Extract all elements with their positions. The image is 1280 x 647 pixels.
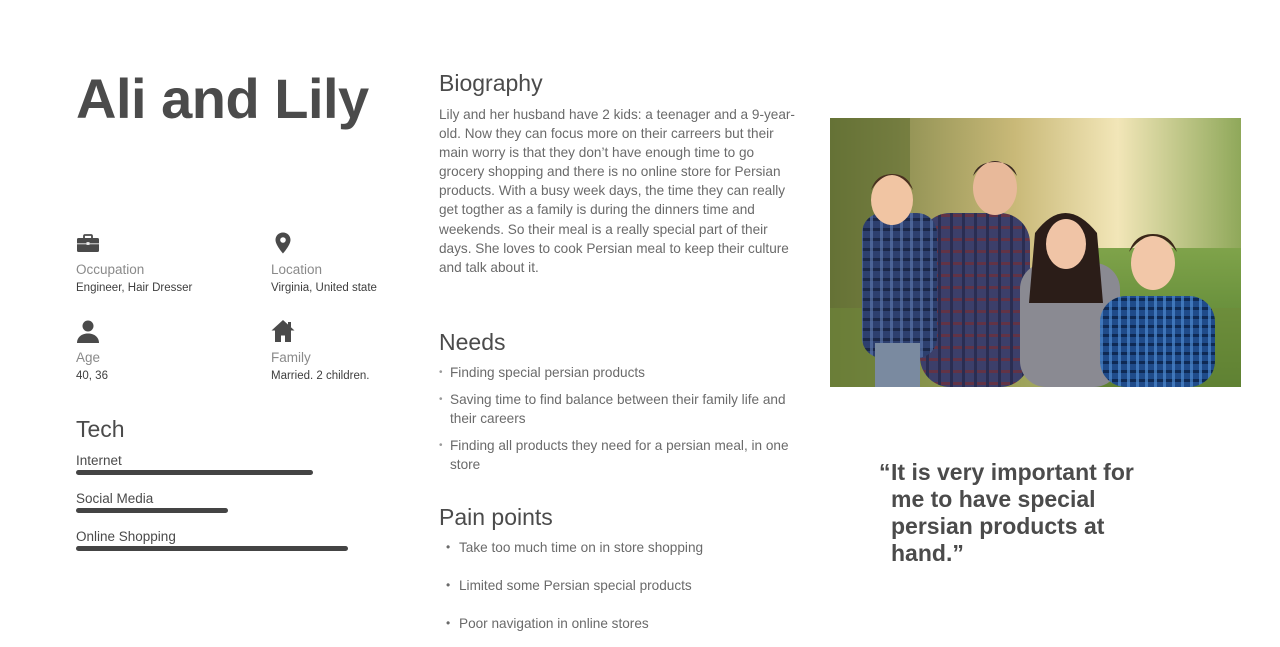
needs-list [439, 363, 799, 482]
tech-title: Tech [76, 416, 125, 442]
quote-text: It is very important for me to have special persian products at hand.” [891, 459, 1134, 566]
list-item: • Poor navigation in online stores [446, 614, 703, 647]
occupation-value: Engineer, Hair Dresser [76, 282, 193, 294]
tech-label: Online Shopping [76, 529, 176, 544]
age-label: Age [76, 350, 101, 365]
list-item: • Finding special persian products [439, 363, 799, 383]
tech-bar-online-shopping [76, 546, 348, 551]
occupation-label: Occupation [76, 262, 145, 277]
location-label: Location [271, 262, 323, 277]
list-item: • Limited some Persian special products [446, 576, 703, 614]
tech-bar-internet [76, 470, 348, 475]
family-value: Married. 2 children. [271, 370, 370, 382]
list-item: • Take too much time on in store shopping [446, 538, 703, 576]
quote-mark: “ [879, 459, 891, 485]
home-icon [271, 319, 295, 343]
tech-label: Social Media [76, 491, 154, 506]
person-icon [76, 319, 100, 343]
family-photo [830, 118, 1241, 387]
persona-quote [879, 459, 1169, 567]
list-item: • Finding all products they need for a persian meal, in one store [439, 436, 799, 475]
location-value: Virginia, United state [271, 282, 377, 294]
biography-text: Lily and her husband have 2 kids: a teenager and a 9-year-old. Now they can focus more on their carreers but their main worry is that they don’t have enough time to go grocery shopping and there is no online store for Persian products. With a busy week days, the time they can really get togther as a family is during the dinners time and weekends. So their meal is a really special part of their days. She loves to cook Persian meal to keep their culture and talk about it. [439, 107, 795, 275]
age-value: 40, 36 [76, 370, 108, 382]
pain-points-title: Pain points [439, 504, 553, 530]
family-label: Family [271, 350, 311, 365]
biography-title: Biography [439, 70, 543, 96]
pain-points-list [446, 538, 703, 647]
needs-title: Needs [439, 329, 506, 355]
persona-name: Ali and Lily [76, 67, 369, 130]
map-pin-icon [271, 231, 295, 255]
tech-bar-social-media [76, 508, 348, 513]
tech-bar-fill [76, 508, 228, 513]
briefcase-icon [76, 231, 100, 255]
tech-bar-fill [76, 546, 348, 551]
list-item: • Saving time to find balance between their family life and their careers [439, 390, 799, 429]
tech-label: Internet [76, 453, 122, 468]
tech-bar-fill [76, 470, 313, 475]
